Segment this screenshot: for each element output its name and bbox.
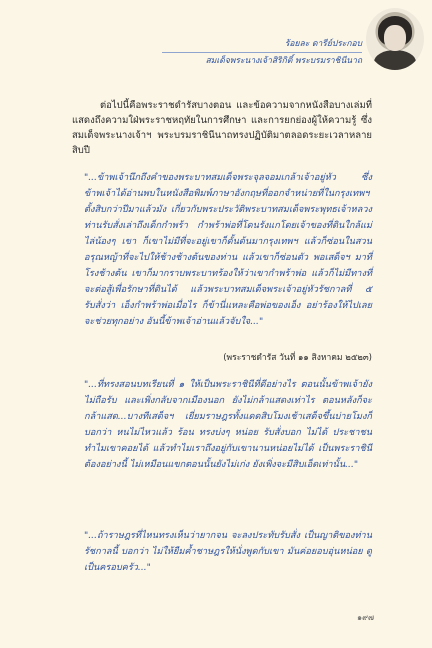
portrait-collar: [374, 50, 416, 70]
citation: (พระราชดำรัส วันที่ ๑๑ สิงหาคม ๒๕๒๓): [223, 353, 372, 363]
page-header: [162, 38, 362, 67]
header-divider: [162, 52, 362, 53]
portrait-face: [384, 25, 406, 51]
quote-2: "...ที่ทรงสอนบทเรียนที่ ๑ ให้เป็นพระราชินีที่ดีอย่างไร ตอนนั้นข้าพเจ้ายังไม่ถือรับ และเพิ่งกลับจากเมืองนอก ยังไม่กล้าแสดงเท่าไร ตอนหลังก็จะกล้าแสด...บางทีเสด็จฯ เยี่ยมราษฎรทั้งแดดสิบโมงเช้าเสด็จขึ้นบ่ายโมงก็บอกว่า หนไม่ไหวแล้ว ร้อน ทรงบ่งๆ หน่อย รับสั่งบอก ไม่ได้ ประชาชนทำไมเขาคอยได้ แล้วทำไมเราถึงอยู่กับเขานานหน่อยไม่ได้ เป็นพระราชินีต้องอย่างนี้ ไม่เหมือนแขกตอนนั้นยังไม่เก่ง ยังเพิ่งจะมีสิบเอ็ดเท่านั้น...": [84, 379, 372, 470]
intro-paragraph: ต่อไปนี้คือพระราชดำรัสบางตอน และข้อความจากหนังสือบางเล่มที่แสดงถึงความใฝ่พระราชหฤทัยในการศึกษา และการยกย่องผู้ให้ความรู้ ซึ่งสมเด็จพระนางเจ้าฯ พระบรมราชินีนาถทรงปฏิบัติมาตลอดระยะเวลาหลายสิบปี: [72, 100, 372, 156]
quote-1: "...ข้าพเจ้านึกถึงคำของพระบาทสมเด็จพระจุลจอมเกล้าเจ้าอยู่หัว ซึ่งข้าพเจ้าได้อ่านพบในหนังสือพิมพ์ภาษาอังกฤษที่ออกจำหน่ายที่ในกรุงเทพฯ ตั้งสิบกว่าปีมาแล้วมัง เกี่ยวกับพระประวัติพระบาทสมเด็จพระพุทธเจ้าหลวงท่านรับสั่งเล่าถึงเด็กกำพร้า กำพร้าพ่อที่โดนรังแกโดยเจ้าของที่ดินใกล้แม่ไล่น้องๆ เขา ก็เขาไม่มีที่จะอยู่เขาก็ดั้นด้นมากรุงเทพฯ แล้วก็ซ่อนในสวนอรุณหญ้าที่จะไปให้ช้างช้างต้นของท่าน แล้วเขาก็ซ่อนตัว พอเสด็จฯ มาที่โรงช้างต้น เขาก็มากราบพระบาทร้องให้ว่าเขากำพร้าพ่อ แล้วก็ไม่มีทางที่จะต่อสู้เพื่อรักษาที่ดินได้ แล้วพระบาทสมเด็จพระเจ้าอยู่หัวรัชกาลที่ ๕ รับสั่งว่า เอ็งกำพร้าพ่อเมื่อไร ก็ข้านี่แหละคือพ่อของเอ็ง อย่าร้องให้ไปเลย จะช่วยทุกอย่าง อันนี้ข้าพเจ้าอ่านแล้วจับใจ...": [84, 172, 372, 327]
quote-3: "...ถ้าราษฎรที่ไหนทรงเห็นว่ายากจน จะลงประทับรับสั่ง เป็นญาติของท่าน รัชกาลนี้ บอกว่า ไม่ให้ยืมค้ำชาษฎรให้นั่งพูดกับเขา มันค่อยอบอุ่นหน่อย ดูเป็นครอบครัว...": [84, 530, 372, 573]
header-title: สมเด็จพระนางเจ้าสิริกิติ์ พระบรมราชินีนาถ: [205, 56, 362, 66]
page-number: ๑๙๗: [357, 613, 374, 622]
portrait-photo: [366, 8, 424, 70]
header-author: ร้อยละ ดารีย์ประกอบ: [284, 39, 362, 49]
